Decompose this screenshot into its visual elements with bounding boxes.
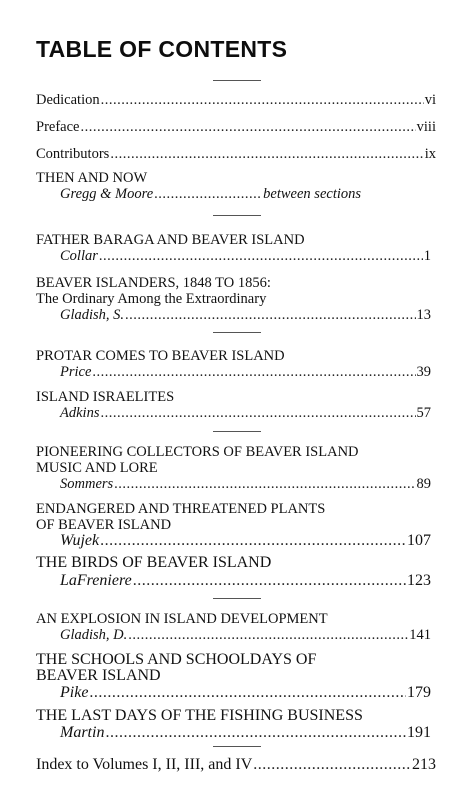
article-subheading: OF BEAVER ISLAND <box>36 517 172 533</box>
leader-dots <box>99 248 423 264</box>
page-number: 1 <box>423 248 431 264</box>
section-heading: THEN AND NOW <box>36 170 148 186</box>
leader-dots <box>133 573 406 589</box>
divider <box>213 598 261 599</box>
page-number: 57 <box>416 405 431 421</box>
leader-dots <box>125 307 415 323</box>
toc-entry-index <box>36 757 436 773</box>
author-name: LaFreniere <box>60 572 132 589</box>
page-title: TABLE OF CONTENTS <box>36 36 288 62</box>
article-heading: THE SCHOOLS AND SCHOOLDAYS OF <box>36 651 317 668</box>
toc-entry-then-and-now <box>60 186 431 202</box>
page-number: 213 <box>412 756 436 773</box>
entry-label: Index to Volumes I, II, III, and IV <box>36 756 253 773</box>
author-name: Collar <box>60 248 98 264</box>
entry-label: Dedication <box>36 92 100 108</box>
divider <box>213 80 261 81</box>
leader-dots <box>128 627 408 643</box>
toc-entry-birds <box>60 573 431 589</box>
toc-entry-plants <box>60 533 431 549</box>
divider <box>213 746 261 747</box>
page-number: 107 <box>407 532 431 549</box>
page-number: 123 <box>407 572 431 589</box>
author-name: Wujek <box>60 532 100 549</box>
toc-entry-israelites <box>60 405 431 421</box>
leader-dots <box>80 119 415 135</box>
page-number: viii <box>416 119 436 135</box>
article-heading: ISLAND ISRAELITES <box>36 389 175 405</box>
leader-dots <box>100 533 406 549</box>
toc-entry-baraga <box>60 248 431 264</box>
leader-dots <box>253 757 411 773</box>
leader-dots <box>92 364 415 380</box>
leader-dots <box>100 405 415 421</box>
page-number: 179 <box>407 684 431 701</box>
page-number: 141 <box>409 627 431 643</box>
leader-dots <box>89 685 406 701</box>
article-heading: THE BIRDS OF BEAVER ISLAND <box>36 554 272 571</box>
toc-entry-preface <box>36 119 436 135</box>
page-number: 13 <box>416 307 431 323</box>
author-name: Gladish, D. <box>60 627 128 643</box>
author-name: Gladish, S. <box>60 307 125 323</box>
toc-entry-dedication <box>36 92 436 108</box>
divider <box>213 215 261 216</box>
article-heading: ENDANGERED AND THREATENED PLANTS <box>36 501 326 517</box>
author-name: Pike <box>60 684 89 701</box>
leader-dots <box>114 476 415 492</box>
leader-dots <box>110 146 423 162</box>
page-number: 191 <box>407 724 431 741</box>
toc-entry-contributors <box>36 146 436 162</box>
toc-entry-fishing <box>60 725 431 741</box>
author-name: Sommers <box>60 476 114 492</box>
page-number: 39 <box>416 364 431 380</box>
entry-label: Preface <box>36 119 80 135</box>
entry-label: Contributors <box>36 146 110 162</box>
article-subheading: The Ordinary Among the Extraordinary <box>36 291 267 307</box>
toc-entry-explosion <box>60 627 431 643</box>
divider <box>213 431 261 432</box>
author-name: Price <box>60 364 92 380</box>
article-heading: THE LAST DAYS OF THE FISHING BUSINESS <box>36 707 363 724</box>
author-name: Adkins <box>60 405 100 421</box>
page-number: ix <box>424 146 436 162</box>
leader-dots <box>101 92 424 108</box>
author-name: Gregg & Moore <box>60 186 154 202</box>
article-subheading: MUSIC AND LORE <box>36 460 158 476</box>
toc-entry-schools <box>60 685 431 701</box>
toc-entry-islanders <box>60 307 431 323</box>
article-heading: BEAVER ISLANDERS, 1848 TO 1856: <box>36 275 271 291</box>
article-heading: FATHER BARAGA AND BEAVER ISLAND <box>36 232 305 248</box>
leader-dots <box>105 725 406 741</box>
article-subheading: BEAVER ISLAND <box>36 667 161 684</box>
page-number: between sections <box>263 186 362 202</box>
article-heading: PIONEERING COLLECTORS OF BEAVER ISLAND <box>36 444 359 460</box>
leader-dots <box>154 186 262 202</box>
toc-entry-protar <box>60 364 431 380</box>
author-name: Martin <box>60 724 105 741</box>
article-heading: AN EXPLOSION IN ISLAND DEVELOPMENT <box>36 611 328 627</box>
page-number: 89 <box>416 476 431 492</box>
article-heading: PROTAR COMES TO BEAVER ISLAND <box>36 348 285 364</box>
toc-entry-collectors <box>60 476 431 492</box>
divider <box>213 332 261 333</box>
page-number: vi <box>424 92 436 108</box>
